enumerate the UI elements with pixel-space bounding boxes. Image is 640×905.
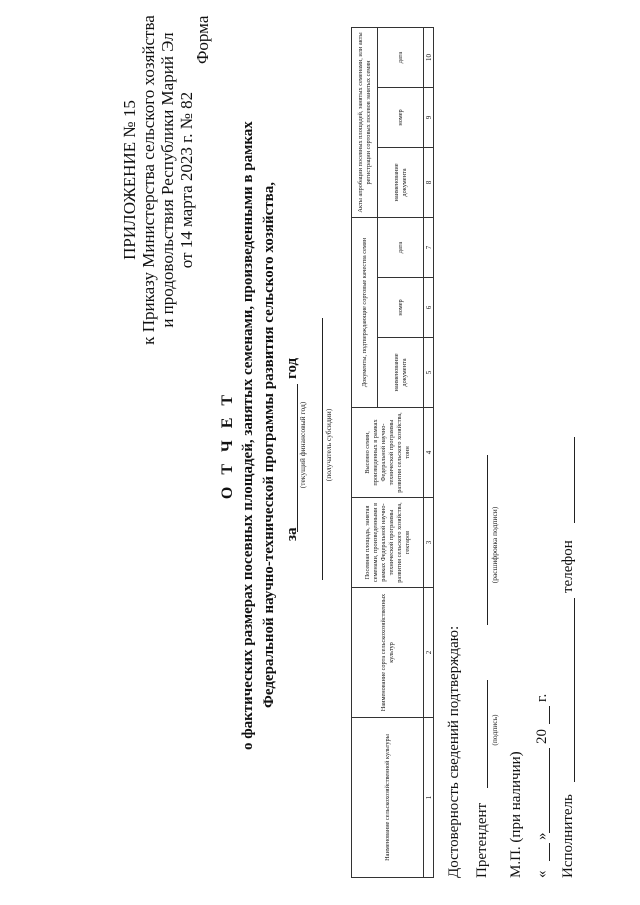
col-num-6: 6 xyxy=(424,278,434,338)
sub-act-number: номер xyxy=(378,88,424,148)
period-god: год xyxy=(284,357,300,379)
date-quote-open: « xyxy=(534,870,550,878)
signature-caption: (подпись) xyxy=(490,714,499,746)
col-num-10: 10 xyxy=(424,28,434,88)
col-num-7: 7 xyxy=(424,218,434,278)
decode-caption: (расшифровка подписи) xyxy=(490,506,499,584)
executor-label: Исполнитель xyxy=(560,794,576,878)
year-caption: (текущий финансовый год) xyxy=(298,401,307,489)
col-num-2: 2 xyxy=(424,588,434,718)
report-title-line-1: о фактических размерах посевных площадей, занятых семенами, произведенными в рамках xyxy=(240,121,256,750)
col-num-3: 3 xyxy=(424,498,434,588)
col-num-9: 9 xyxy=(424,88,434,148)
col-group-documents: Документы, подтверждающие сортовые качества семян xyxy=(352,218,378,408)
col-header-area: Посевная площадь, занятая семенами, произведенными в рамках Федеральной научно-технической программы развития сельского хозяйства, гектаров xyxy=(352,498,424,588)
date-year-prefix: 20 xyxy=(534,729,550,744)
date-month-line xyxy=(549,748,551,833)
report-title-block xyxy=(217,121,280,750)
col-num-5: 5 xyxy=(424,338,434,408)
appendix-line-4: от 14 марта 2023 г. № 82 xyxy=(177,91,196,269)
sub-doc-name: наименование документа xyxy=(378,338,424,408)
recipient-caption: (получатель субсидии) xyxy=(324,408,333,482)
col-header-variety: Наименование сорта сельскохозяйственных культур xyxy=(352,588,424,718)
report-title-line-2: Федеральной научно-технической программы развития сельского хозяйства, xyxy=(261,182,277,708)
header-block xyxy=(120,15,196,345)
appendix-line-2: к Приказу Министерства сельского хозяйства xyxy=(139,15,158,345)
confirm-text: Достоверность сведений подтверждаю: xyxy=(446,625,462,878)
col-num-8: 8 xyxy=(424,148,434,218)
sub-act-name: наименование документа xyxy=(378,148,424,218)
col-num-4: 4 xyxy=(424,408,434,498)
report-table-wrap xyxy=(351,27,434,878)
col-header-crop: Наименование сельскохозяйственной культуры xyxy=(352,718,424,878)
appendix-title: ПРИЛОЖЕНИЕ № 15 xyxy=(120,100,139,260)
executor-line xyxy=(574,598,576,782)
date-day-line xyxy=(549,843,551,861)
date-year-suffix: г. xyxy=(534,693,550,702)
col-group-acts: Акты апробации посевных площадей, занятых семенами, или акты регистрации сортовых посевов занятых семян xyxy=(352,28,378,218)
col-num-1: 1 xyxy=(424,718,434,878)
report-table xyxy=(351,27,434,878)
period-za: за xyxy=(284,527,300,541)
sub-act-date: дата xyxy=(378,28,424,88)
date-year-line xyxy=(549,706,551,724)
phone-label: телефон xyxy=(560,540,576,593)
report-heading: О Т Ч Е Т xyxy=(219,390,236,500)
sub-doc-date: дата xyxy=(378,218,424,278)
sub-doc-number: номер xyxy=(378,278,424,338)
appendix-line-3: и продовольствия Республики Марий Эл xyxy=(158,32,177,328)
date-quote-close: » xyxy=(534,832,550,840)
claimant-label: Претендент xyxy=(474,802,490,878)
phone-line xyxy=(574,437,576,523)
col-header-sown: Высеяно семян, произведенных в рамках Федеральной научно-технической программы развития сельского хозяйства, тонн xyxy=(352,408,424,498)
claimant-decode-line xyxy=(487,455,489,625)
stamp-label: М.П. (при наличии) xyxy=(508,751,524,878)
form-label: Форма xyxy=(193,15,212,64)
claimant-signature-line xyxy=(487,680,489,788)
